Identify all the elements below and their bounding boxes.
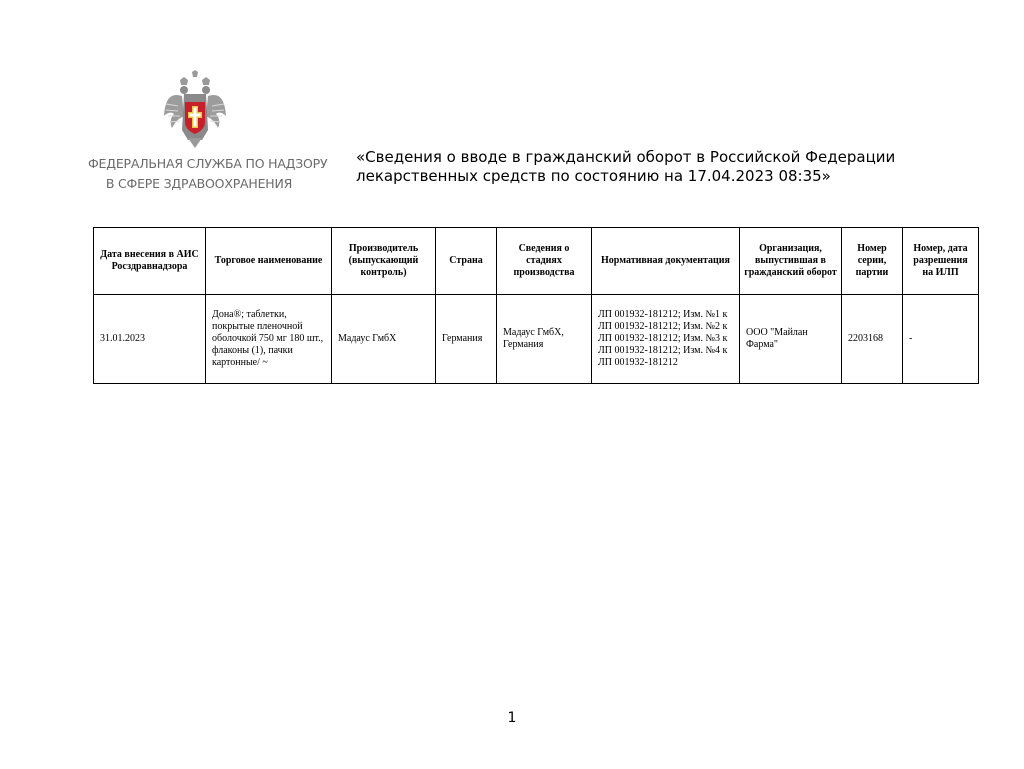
- header-releasing-organization: Организация, выпустившая в гражданский оборот: [740, 228, 842, 295]
- table-header-row: [94, 228, 979, 295]
- header-permit-number: Номер, дата разрешения на ИЛП: [903, 228, 979, 295]
- header-manufacturer: Производитель (выпускающий контроль): [332, 228, 436, 295]
- cell-date: 31.01.2023: [94, 295, 206, 384]
- organization-name: [88, 154, 328, 194]
- organization-name-line-2: В СФЕРЕ ЗДРАВООХРАНЕНИЯ: [105, 176, 293, 191]
- cell-regulatory-documents: ЛП 001932-181212; Изм. №1 к ЛП 001932-181212; Изм. №2 к ЛП 001932-181212; Изм. №3 к ЛП 001932-181212; Изм. №4 к ЛП 001932-181212: [592, 295, 740, 384]
- cell-country: Германия: [436, 295, 497, 384]
- header-batch-number: Номер серии, партии: [842, 228, 903, 295]
- organization-name-line-1: ФЕДЕРАЛЬНАЯ СЛУЖБА ПО НАДЗОРУ: [88, 156, 328, 171]
- cell-permit-number: -: [903, 295, 979, 384]
- cell-releasing-organization: ООО "Майлан Фарма": [740, 295, 842, 384]
- header-country: Страна: [436, 228, 497, 295]
- table-row: [94, 295, 979, 384]
- cell-trade-name: Дона®; таблетки, покрытые пленочной оболочкой 750 мг 180 шт., флаконы (1), пачки картонные/ ~: [206, 295, 332, 384]
- drug-circulation-table: [93, 227, 979, 384]
- report-title-line-1: «Сведения о вводе в гражданский оборот в Российской Федерации: [356, 148, 896, 166]
- report-title-line-2: лекарственных средств по состоянию на 17.04.2023 08:35»: [356, 167, 831, 185]
- double-headed-eagle-emblem-icon: [162, 70, 228, 150]
- report-title: [356, 148, 976, 186]
- cell-production-stages: Мадаус ГмбХ, Германия: [497, 295, 592, 384]
- header-regulatory-documents: Нормативная документация: [592, 228, 740, 295]
- cell-batch-number: 2203168: [842, 295, 903, 384]
- cell-manufacturer: Мадаус ГмбХ: [332, 295, 436, 384]
- page-number: 1: [507, 710, 517, 726]
- logo-block: [88, 70, 328, 195]
- header-trade-name: Торговое наименование: [206, 228, 332, 295]
- header-production-stages: Сведения о стадиях производства: [497, 228, 592, 295]
- header-date-entered: Дата внесения в АИС Росздравнадзора: [94, 228, 206, 295]
